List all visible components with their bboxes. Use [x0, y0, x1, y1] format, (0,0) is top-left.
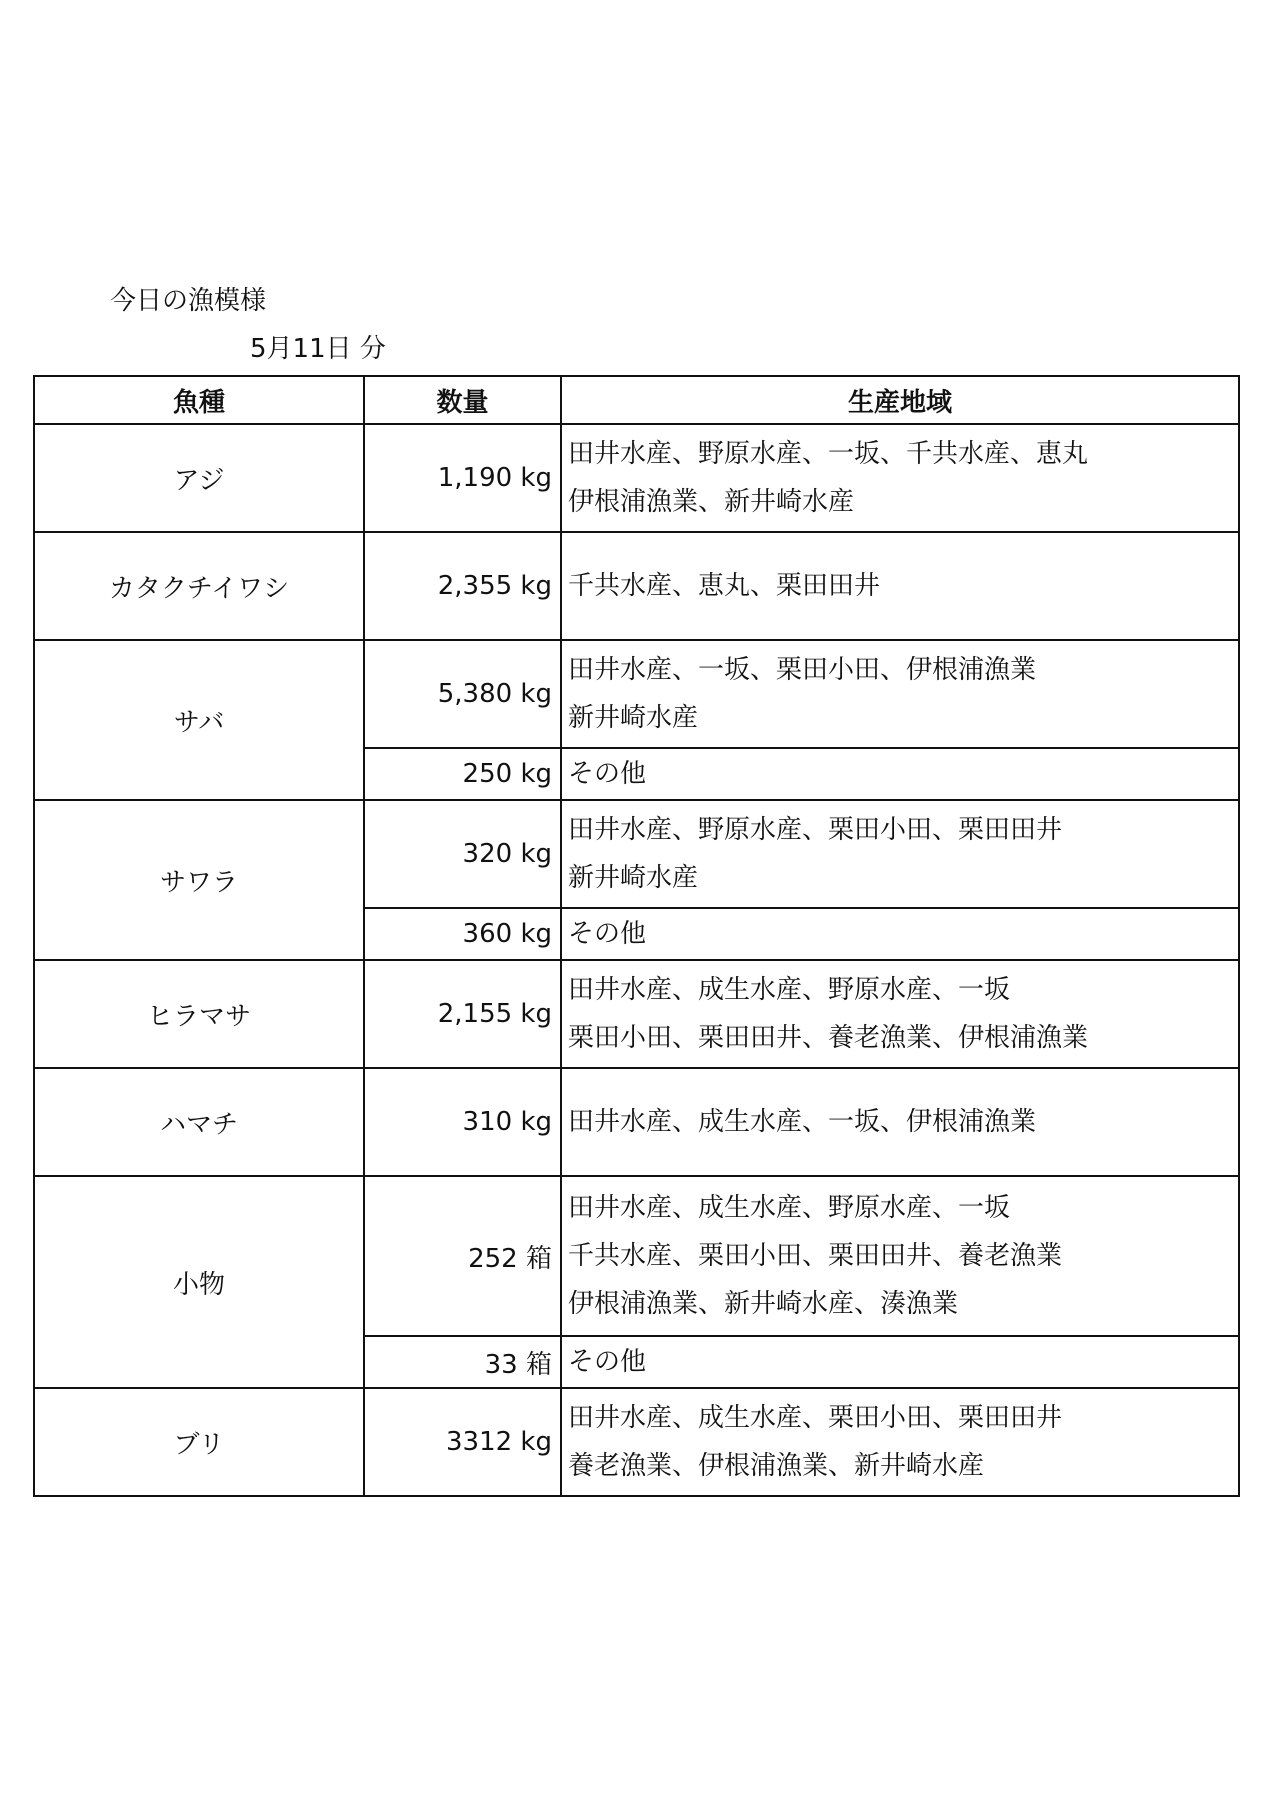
region-line: 伊根浦漁業、新井崎水産 [568, 487, 855, 517]
region-cell [561, 1388, 1239, 1496]
region-cell [561, 424, 1239, 532]
table-row [34, 1068, 1239, 1176]
region-cell [561, 532, 1239, 640]
region-line: 田井水産、一坂、栗田小田、伊根浦漁業 [568, 655, 1037, 685]
region-cell [561, 1176, 1239, 1336]
quantity-cell: 252 箱 [364, 1176, 561, 1336]
region-cell [561, 960, 1239, 1068]
quantity-cell: 1,190 kg [364, 424, 561, 532]
region-cell [561, 908, 1239, 960]
table-row [34, 1388, 1239, 1496]
region-line: 田井水産、成生水産、栗田小田、栗田田井 [568, 1403, 1063, 1433]
quantity-cell: 250 kg [364, 748, 561, 800]
species-cell: 小物 [34, 1176, 364, 1388]
species-cell: アジ [34, 424, 364, 532]
region-cell [561, 1336, 1239, 1388]
table-row [34, 640, 1239, 748]
catch-table [33, 375, 1240, 1497]
document-date: 5月11日 分 [250, 334, 386, 364]
region-line: 新井崎水産 [568, 863, 699, 893]
quantity-cell: 33 箱 [364, 1336, 561, 1388]
species-cell: ブリ [34, 1388, 364, 1496]
document-title: 今日の漁模様 [110, 286, 267, 316]
species-cell: カタクチイワシ [34, 532, 364, 640]
region-line: その他 [568, 759, 647, 789]
region-line: 田井水産、成生水産、野原水産、一坂 [568, 975, 1011, 1005]
header-species: 魚種 [34, 376, 364, 424]
table-row [34, 424, 1239, 532]
region-line: 伊根浦漁業、新井崎水産、湊漁業 [568, 1289, 959, 1319]
region-line: その他 [568, 919, 647, 949]
quantity-cell: 5,380 kg [364, 640, 561, 748]
quantity-cell: 2,355 kg [364, 532, 561, 640]
table-row [34, 532, 1239, 640]
region-line: 田井水産、野原水産、栗田小田、栗田田井 [568, 815, 1063, 845]
region-line: 千共水産、恵丸、栗田田井 [568, 571, 881, 601]
region-line: 千共水産、栗田小田、栗田田井、養老漁業 [568, 1241, 1063, 1271]
region-cell [561, 1068, 1239, 1176]
table-row [34, 960, 1239, 1068]
header-region: 生産地域 [561, 376, 1239, 424]
region-line: 養老漁業、伊根浦漁業、新井崎水産 [568, 1451, 985, 1481]
region-cell [561, 640, 1239, 748]
table-header-row [34, 376, 1239, 424]
quantity-cell: 2,155 kg [364, 960, 561, 1068]
region-line: 田井水産、野原水産、一坂、千共水産、恵丸 [568, 439, 1089, 469]
region-line: その他 [568, 1347, 647, 1377]
region-line: 田井水産、成生水産、一坂、伊根浦漁業 [568, 1107, 1037, 1137]
species-cell: ヒラマサ [34, 960, 364, 1068]
quantity-cell: 310 kg [364, 1068, 561, 1176]
region-line: 新井崎水産 [568, 703, 699, 733]
region-line: 栗田小田、栗田田井、養老漁業、伊根浦漁業 [568, 1023, 1089, 1053]
quantity-cell: 320 kg [364, 800, 561, 908]
region-cell [561, 748, 1239, 800]
quantity-cell: 3312 kg [364, 1388, 561, 1496]
region-cell [561, 800, 1239, 908]
region-line: 田井水産、成生水産、野原水産、一坂 [568, 1193, 1011, 1223]
header-quantity: 数量 [364, 376, 561, 424]
table-row [34, 1176, 1239, 1336]
table-row [34, 800, 1239, 908]
species-cell: サワラ [34, 800, 364, 960]
species-cell: サバ [34, 640, 364, 800]
species-cell: ハマチ [34, 1068, 364, 1176]
quantity-cell: 360 kg [364, 908, 561, 960]
